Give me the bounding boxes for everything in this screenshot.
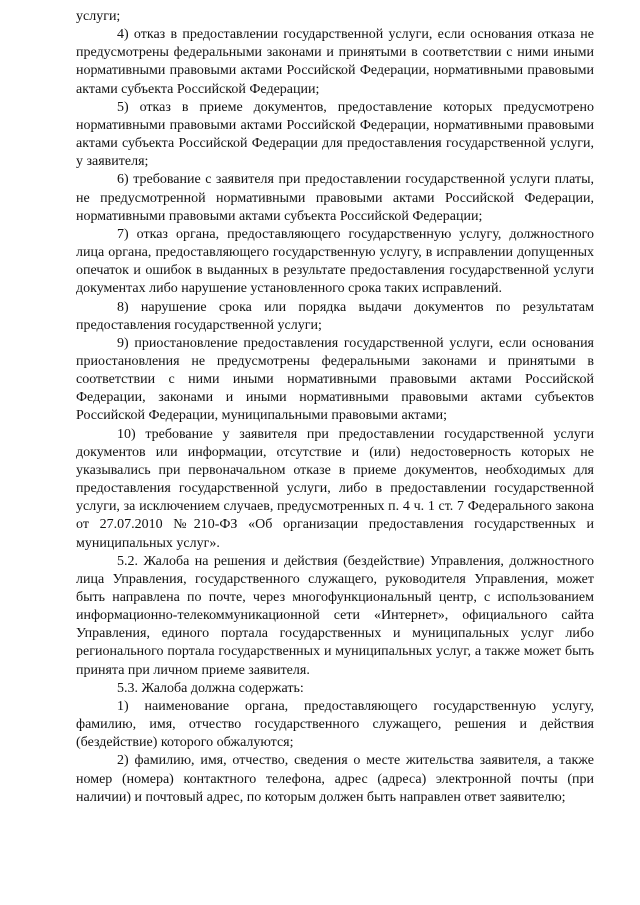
paragraph-continuation: услуги; xyxy=(76,9,121,24)
paragraph-item-4: 4) отказ в предоставлении государственной услуги, если основания отказа не предусмотрены федеральными законами и принятыми в соответствии с ними иными нормативными правовыми актами Российской Федерации, нормативными правовыми актами субъекта Российской Федерации; xyxy=(76,27,594,97)
paragraph-requirement-2: 2) фамилию, имя, отчество, сведения о месте жительства заявителя, а также номер (номера) контактного телефона, адрес (адреса) электронной почты (при наличии) и почтовый адрес, по которым должен быть направлен ответ заявителю; xyxy=(76,753,594,805)
paragraph-item-6: 6) требование с заявителя при предоставлении государственной услуги платы, не предусмотренной нормативными правовыми актами Российской Федерации, нормативными правовыми актами субъекта Российской Федерации; xyxy=(76,172,594,224)
paragraph-requirement-1: 1) наименование органа, предоставляющего государственную услугу, фамилию, имя, отчество государственного служащего, решения и действия (бездействие) которого обжалуются; xyxy=(76,698,594,751)
paragraph-item-8: 8) нарушение срока или порядка выдачи документов по результатам предоставления государственной услуги; xyxy=(76,299,594,333)
paragraph-section-5-3: 5.3. Жалоба должна содержать: xyxy=(117,680,304,696)
paragraph-item-7: 7) отказ органа, предоставляющего государственную услугу, должностного лица органа, предоставляющего государственную услугу, в исправлении допущенных опечаток и ошибок в выданных в результате предоставления государственной услуги документах либо нарушение установленного срока таких исправлений. xyxy=(76,226,594,297)
paragraph-section-5-2: 5.2. Жалоба на решения и действия (бездействие) Управления, должностного лица Управления, государственного служащего, руководителя Управления, может быть направлена по почте, через многофункциональный центр, с использованием информационно-телекоммуникационной сети «Интернет», официального сайта Управления, единого портала государственных и муниципальных услуг либо регионального портала государственных и муниципальных услуг, а также может быть принята при личном приеме заявителя. xyxy=(76,553,594,678)
paragraph-item-10: 10) требование у заявителя при предоставлении государственной услуги документов или информации, отсутствие и (или) недостоверность которых не указывались при первоначальном отказе в приеме документов, необходимых для предоставления государственной услуги, либо в предоставлении государственной услуги, за исключением случаев, предусмотренных п. 4 ч. 1 ст. 7 Федерального закона от 27.07.2010 №210-ФЗ «Об организации предоставления государственных и муниципальных услуг». xyxy=(76,426,594,551)
paragraph-item-5: 5) отказ в приеме документов, предоставление которых предусмотрено нормативными правовыми актами Российской Федерации, нормативными правовыми актами субъекта Российской Федерации для предоставления государственной услуги, у заявителя; xyxy=(76,99,594,170)
paragraph-item-9: 9) приостановление предоставления государственной услуги, если основания приостановления не предусмотрены федеральными законами и принятыми в соответствии с ними иными нормативными правовыми актами Российской Федерации, законами и иными нормативными правовыми актами субъектов Российской Федерации, муниципальными правовыми актами; xyxy=(76,335,594,424)
